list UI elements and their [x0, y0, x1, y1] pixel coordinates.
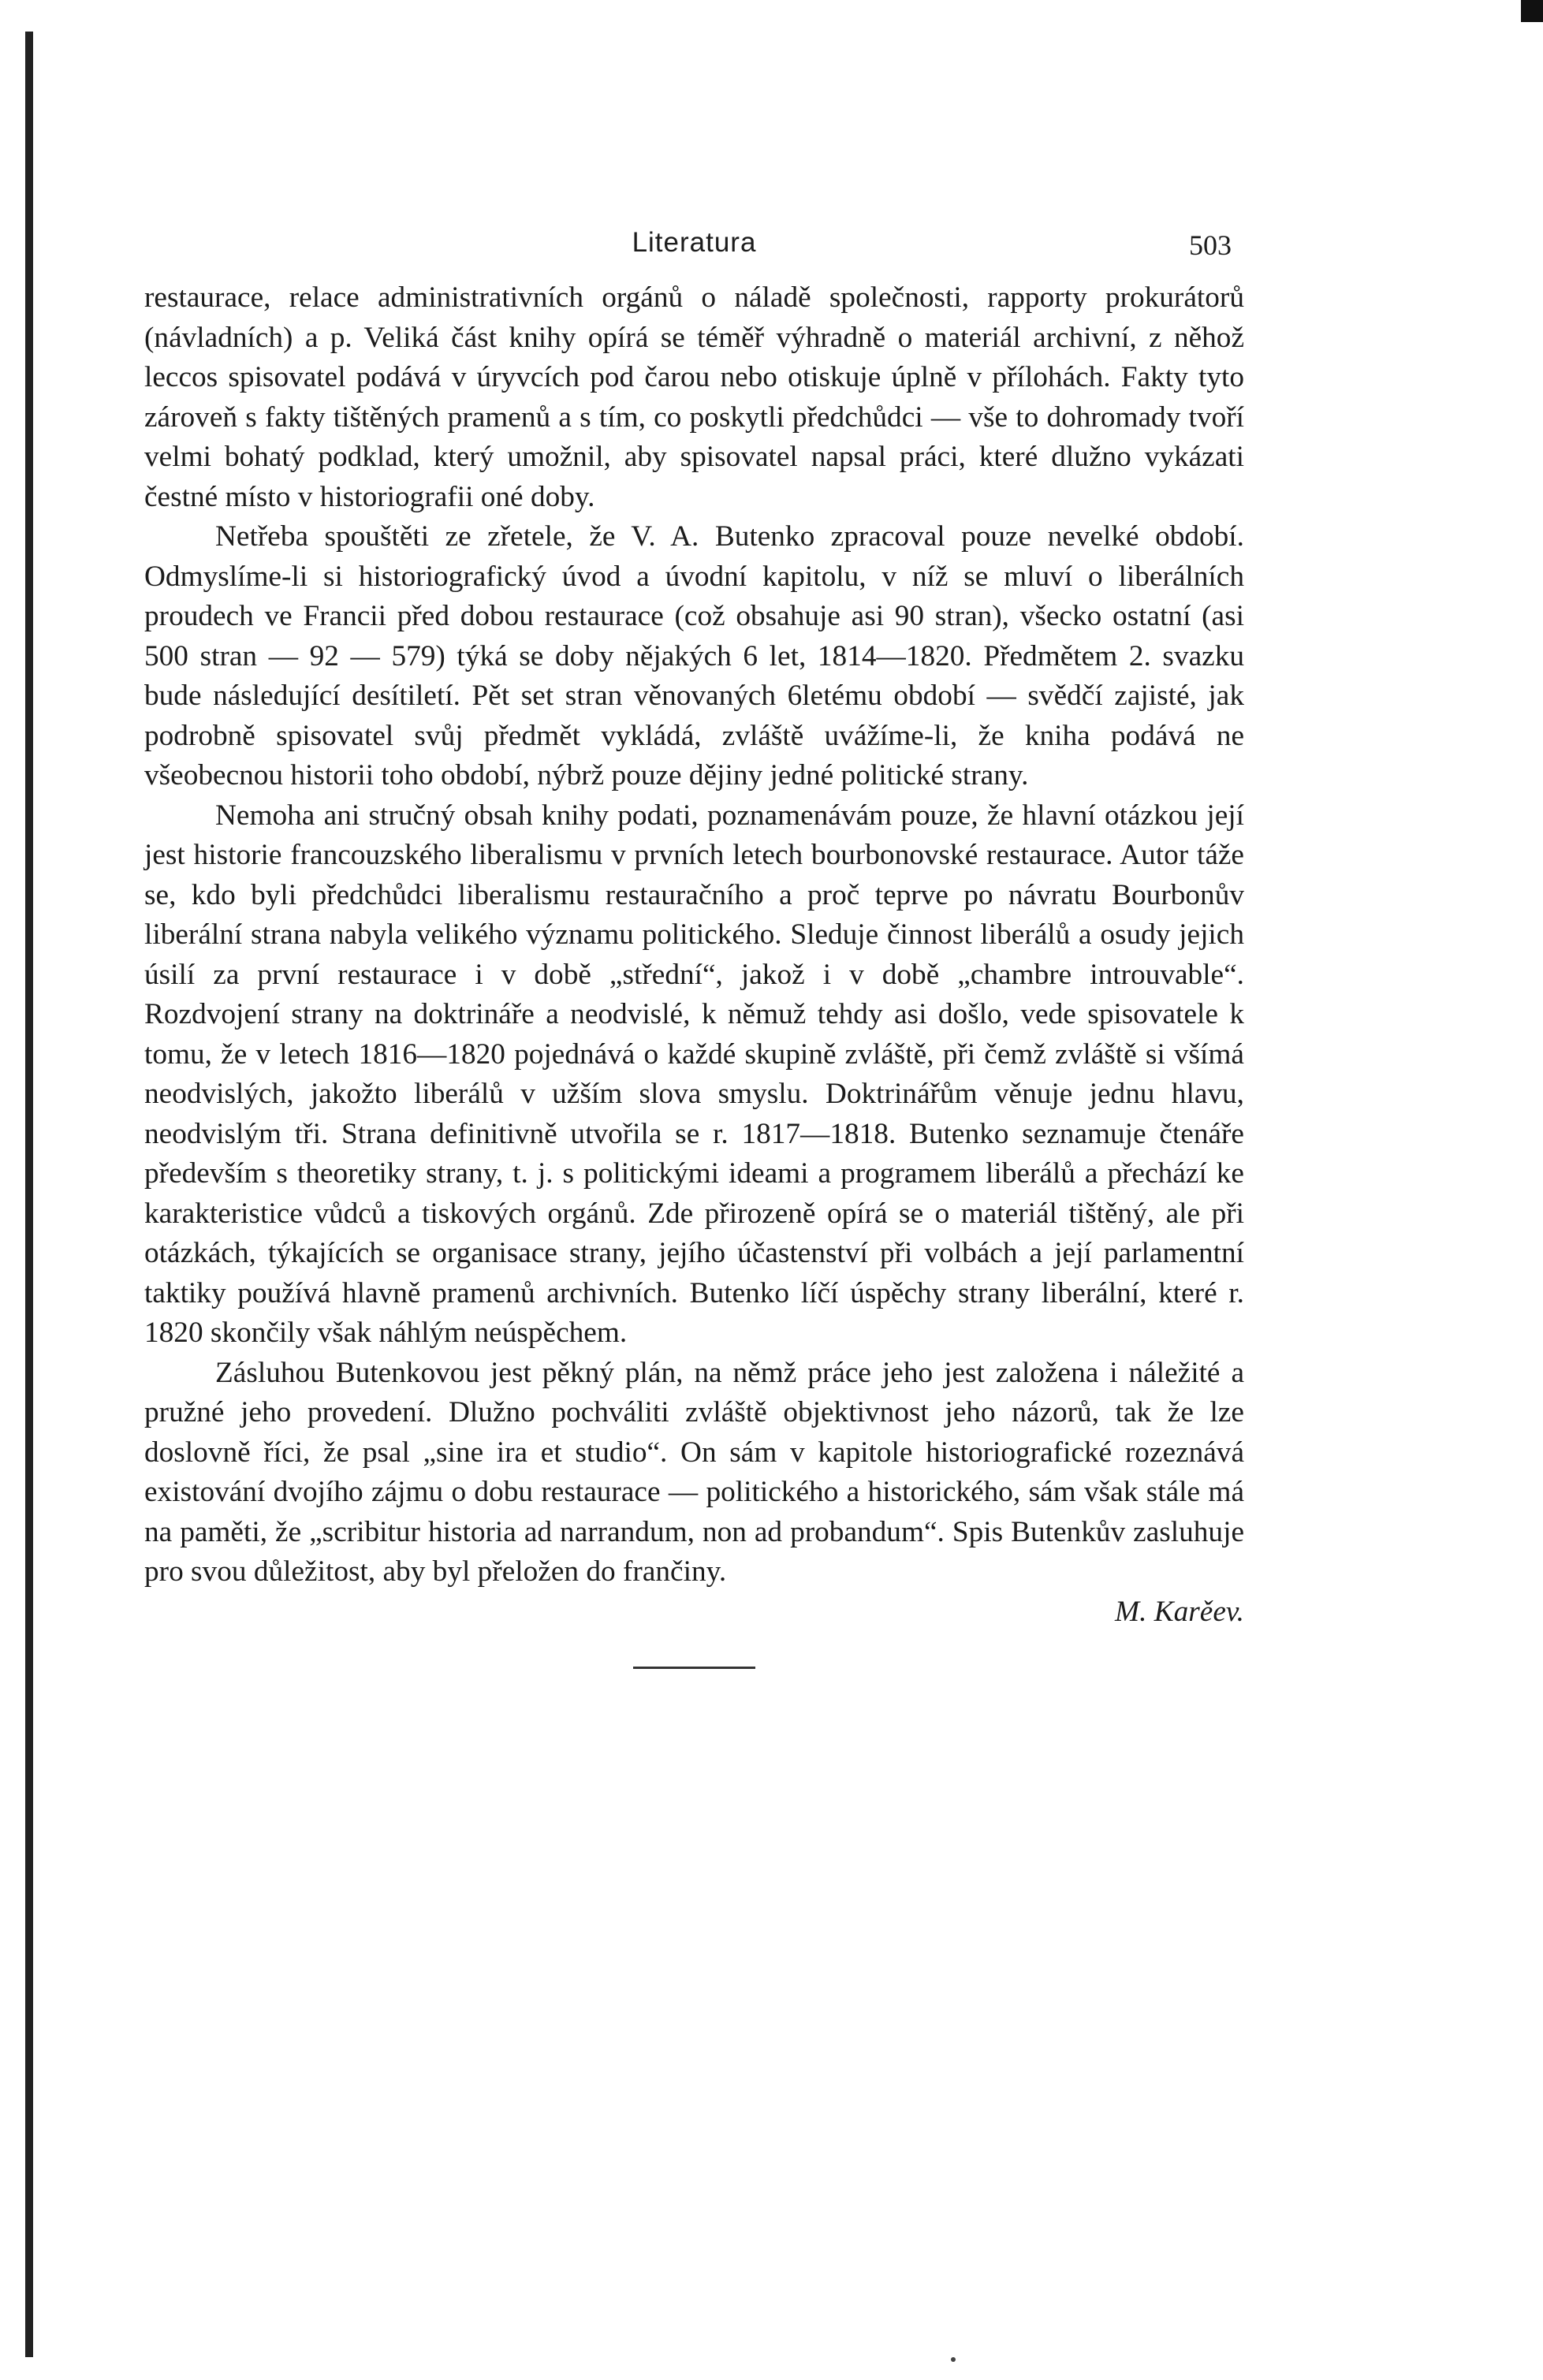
page-header — [144, 221, 1244, 268]
paragraph-4-block — [144, 1354, 1244, 1633]
scan-edge-corner — [1521, 0, 1543, 22]
signature-line — [144, 1592, 1244, 1633]
book-page — [144, 221, 1244, 1669]
page-number: 503 — [1189, 229, 1232, 261]
paragraph-3: Nemoha ani stručný obsah knihy podati, poznamenávám pouze, že hlavní otázkou její jest historie francouzského liberalismu v prvních letech bourbonovské restaurace. Autor táže se, kdo byli předchůdci liberalismu restauračního a proč teprve po návratu Bourbonův liberální strana nabyla velikého významu politického. Sleduje činnost liberálů a osudy jejich úsilí za první restaurace i v době „střední“, jakož i v době „chambre introuvable“. Rozdvojení strany na doktrináře a neodvislé, k němuž tehdy asi došlo, vede spisovatele k tomu, že v letech 1816—1820 pojednává o každé skupině zvláště, při čemž zvláště si všímá neodvislých, jakožto liberálů v užším slova smyslu. Doktrinářům věnuje jednu hlavu, neodvislým tři. Strana definitivně utvořila se r. 1817—1818. Butenko seznamuje čtenáře především s theoretiky strany, t. j. s politickými ideami a programem liberálů a přechází ke karakteristice vůdců a tiskových orgánů. Zde přirozeně opírá se o materiál tištěný, ale při otázkách, týkajících se organisace strany, jejího účastenství při volbách a její parlamentní taktiky používá hlavně pramenů archivních. Butenko líčí úspěchy strany liberální, které r. 1820 skončily však náhlým neúspěchem. — [144, 799, 1244, 1349]
paragraph-4 — [144, 1354, 1244, 1592]
running-title: Literatura — [632, 227, 757, 258]
paragraph-1: restaurace, relace administrativních orgánů o náladě společnosti, rapporty prokurátorů (návladních) a p. Veliká část knihy opírá se téměř výhradně o materiál archivní, z něhož leccos spisovatel podává v úryvcích pod čarou nebo otiskuje úplně v přílohách. Fakty tyto zároveň s fakty tištěných pramenů a s tím, co poskytli předchůdci — vše to dohromady tvoří velmi bohatý podklad, který umožnil, aby spisovatel napsal práci, které dlužno vykázati čestné místo v historiografii oné doby. — [144, 281, 1244, 513]
review-text — [144, 278, 1244, 1632]
paragraph-4-text: Zásluhou Butenkovou jest pěkný plán, na němž práce jeho jest založena i náležité a pružné jeho provedení. Dlužno pochváliti zvláště objektivnost jeho názorů, tak že lze doslovně říci, že psal „sine ira et studio“. On sám v kapitole historiografické rozeznává existování dvojího zájmu o dobu restaurace — politického a historického, sám však stále má na paměti, že „scribitur historia ad narrandum, non ad probandum“. Spis Butenkův zasluhuje pro svou důležitost, aby byl přeložen do frančiny. — [144, 1356, 1244, 1588]
scan-speck — [951, 2357, 956, 2362]
paragraph-2: Netřeba spouštěti ze zřetele, že V. A. Butenko zpracoval pouze nevelké období. Odmyslíme-li si historiografický úvod a úvodní kapitolu, v níž se mluví o liberálních proudech ve Francii před dobou restaurace (což obsahuje asi 90 stran), všecko ostatní (asi 500 stran — 92 — 579) týká se doby nějakých 6 let, 1814—1820. Předmětem 2. svazku bude následující desítiletí. Pět set stran věnovaných 6letému období — svědčí zajisté, jak podrobně spisovatel svůj předmět vykládá, zvláště uvážíme-li, že kniha podává ne všeobecnou historii toho období, nýbrž pouze dějiny jedné politické strany. — [144, 520, 1244, 791]
section-divider — [633, 1667, 755, 1669]
author-signature: M. Karěev. — [1115, 1595, 1244, 1628]
scan-edge-left — [25, 32, 33, 2357]
